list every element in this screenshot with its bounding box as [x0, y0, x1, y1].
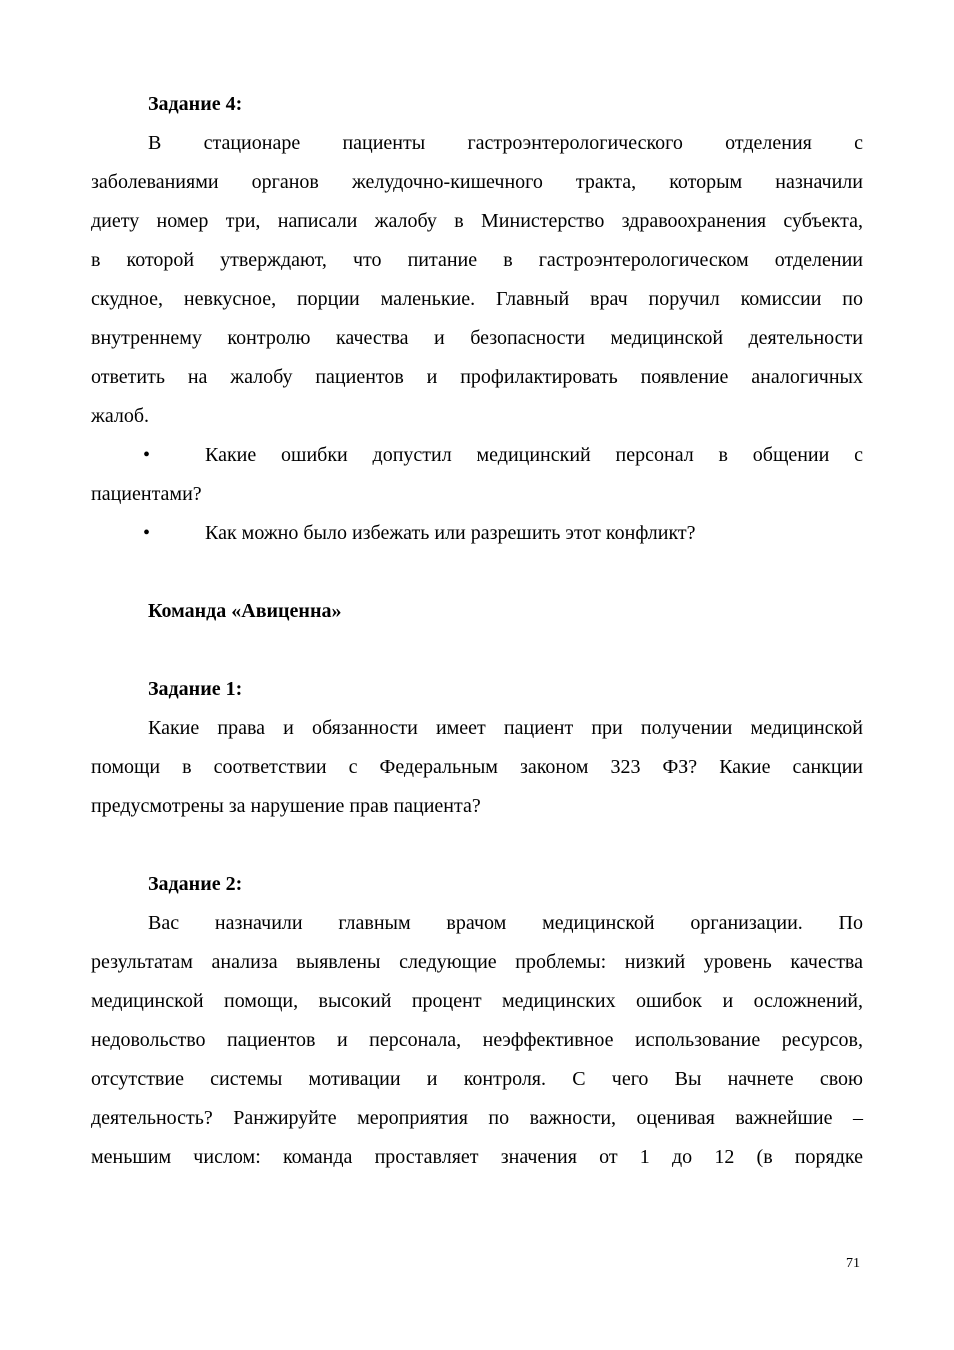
bullet-text-1-continued: пациентами? — [91, 483, 202, 505]
task2-heading: Задание 2: — [148, 873, 243, 895]
task1-line-1: Какие права и обязанности имеет пациент при получении медицинской — [148, 717, 863, 739]
task2-line-6: деятельность? Ранжируйте мероприятия по важности, оценивая важнейшие – — [91, 1107, 863, 1129]
bullet-icon: • — [143, 444, 151, 466]
bullet-text-1: Какие ошибки допустил медицинский персонал в общении с — [205, 444, 863, 466]
bullet-icon: • — [143, 522, 151, 544]
task2-line-4: недовольство пациентов и персонала, неэффективное использование ресурсов, — [91, 1029, 863, 1051]
task4-line-5: скудное, невкусное, порции маленькие. Главный врач поручил комиссии по — [91, 288, 863, 310]
bullet-item-1 — [91, 436, 863, 475]
task4-line-8: жалоб. — [91, 405, 150, 427]
spacer — [91, 631, 863, 670]
team-heading: Команда «Авиценна» — [148, 600, 342, 622]
task1-line-2: помощи в соответствии с Федеральным законом 323 ФЗ? Какие санкции — [91, 756, 863, 778]
page-number: 71 — [846, 1256, 860, 1271]
task2-line-1: Вас назначили главным врачом медицинской организации. По — [148, 912, 863, 934]
task4-line-2: заболеваниями органов желудочно-кишечного тракта, которым назначили — [91, 171, 863, 193]
task1-line-3: предусмотрены за нарушение прав пациента? — [91, 795, 481, 817]
task2-line-3: медицинской помощи, высокий процент медицинских ошибок и осложнений, — [91, 990, 863, 1012]
bullet-item-2 — [91, 514, 863, 553]
spacer — [91, 553, 863, 592]
task4-line-3: диету номер три, написали жалобу в Министерство здравоохранения субъекта, — [91, 210, 863, 232]
bullet-text-2: Как можно было избежать или разрешить этот конфликт? — [205, 522, 696, 544]
task4-line-4: в которой утверждают, что питание в гастроэнтерологическом отделении — [91, 249, 863, 271]
document-page — [91, 85, 863, 1177]
task2-line-2: результатам анализа выявлены следующие проблемы: низкий уровень качества — [91, 951, 863, 973]
task2-line-7: меньшим числом: команда проставляет значения от 1 до 12 (в порядке — [91, 1146, 863, 1168]
task4-line-7: ответить на жалобу пациентов и профилактировать появление аналогичных — [91, 366, 863, 388]
task4-heading: Задание 4: — [148, 93, 243, 115]
spacer — [91, 826, 863, 865]
task1-heading: Задание 1: — [148, 678, 243, 700]
task4-line-6: внутреннему контролю качества и безопасности медицинской деятельности — [91, 327, 863, 349]
task2-line-5: отсутствие системы мотивации и контроля. С чего Вы начнете свою — [91, 1068, 863, 1090]
task4-line-1: В стационаре пациенты гастроэнтерологического отделения с — [148, 132, 863, 154]
